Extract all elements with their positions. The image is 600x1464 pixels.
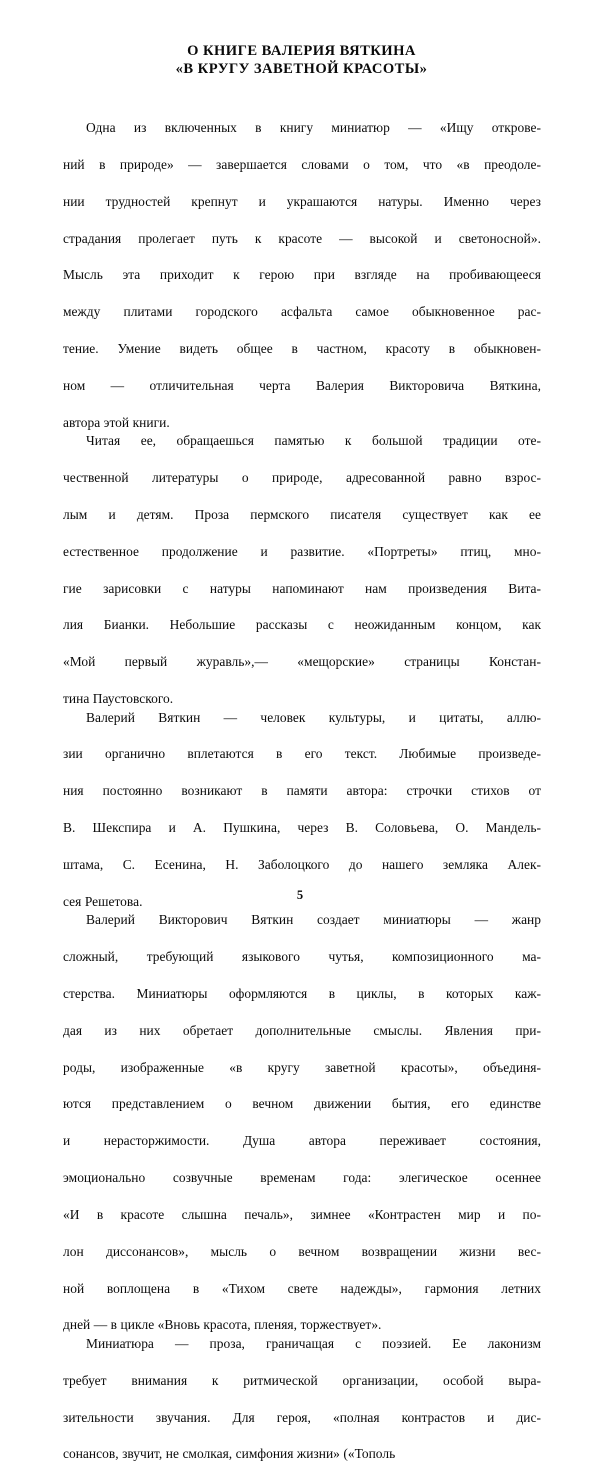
text-line: эмоционально созвучные временам года: элегическое осеннее — [63, 1170, 541, 1186]
text-line: роды, изображенные «в кругу заветной красоты», объединя- — [63, 1059, 541, 1075]
text-line: автора этой книги. — [63, 414, 170, 430]
text-line: между плитами городского асфальта самое обыкновенное рас- — [63, 304, 541, 320]
text-line: ном — отличительная черта Валерия Викторовича Вяткина, — [63, 377, 541, 393]
text-line: лым и детям. Проза пермского писателя существует как ее — [63, 506, 541, 522]
text-line: тина Паустовского. — [63, 691, 174, 707]
text-line: лия Бианки. Небольшие рассказы с неожиданным концом, как — [63, 617, 541, 633]
text-line: Одна из включенных в книгу миниатюр — «Ищу открове- — [86, 120, 541, 135]
text-line: лон диссонансов», мысль о вечном возвращении жизни вес- — [63, 1243, 541, 1259]
text-line: страдания пролегает путь к красоте — высокой и светоносной». — [63, 230, 541, 246]
paragraph-4 — [63, 911, 541, 1335]
text-line: стерства. Миниатюры оформляются в циклы, в которых каж- — [63, 985, 541, 1001]
text-line: штама, С. Есенина, Н. Заболоцкого до нашего земляка Алек- — [63, 856, 541, 872]
text-line: чественной литературы о природе, адресованной равно взрос- — [63, 470, 541, 486]
text-line: гие зарисовки с натуры напоминают нам произведения Вита- — [63, 580, 541, 596]
text-line: ний в природе» — завершается словами о том, что «в преодоле- — [63, 156, 541, 172]
text-line: естественное продолжение и развитие. «Портреты» птиц, мно- — [63, 543, 541, 559]
text-line: тение. Умение видеть общее в частном, красоту в обыкновен- — [63, 341, 541, 357]
page-title-line-1: О КНИГЕ ВАЛЕРИЯ ВЯТКИНА — [187, 43, 416, 59]
paragraph-2 — [63, 432, 541, 708]
text-line: В. Шекспира и А. Пушкина, через В. Соловьева, О. Мандель- — [63, 820, 541, 836]
text-line: нии трудностей крепнут и украшаются натуры. Именно через — [63, 193, 541, 209]
text-line: и нерасторжимости. Душа автора переживает состояния, — [63, 1133, 541, 1149]
text-line: Валерий Вяткин — человек культуры, и цитаты, аллю- — [86, 709, 541, 725]
text-line: ния постоянно возникают в памяти автора: строчки стихов от — [63, 783, 541, 799]
text-line: сея Решетова. — [63, 893, 143, 909]
body-text — [63, 119, 541, 1464]
text-line: сложный, требующий языкового чутья, композиционного ма- — [63, 948, 541, 964]
text-line: дней — в цикле «Вновь красота, пленяя, торжествует». — [63, 1317, 382, 1333]
text-line: зительности звучания. Для героя, «полная контрастов и дис- — [63, 1409, 541, 1425]
text-line: Миниатюра — проза, граничащая с поэзией. Ее лаконизм — [86, 1335, 541, 1351]
paragraph-1 — [63, 119, 541, 432]
page-title — [63, 43, 540, 78]
text-line: ются представлением о вечном движении бытия, его единстве — [63, 1096, 541, 1112]
text-line: «И в красоте слышна печаль», зимнее «Контрастен мир и по- — [63, 1206, 541, 1222]
paragraph-3 — [63, 709, 541, 912]
text-line: Читая ее, обращаешься памятью к большой традиции оте- — [86, 433, 541, 449]
text-line: Мысль эта приходит к герою при взгляде на пробивающееся — [63, 267, 541, 283]
text-line: требует внимания к ритмической организации, особой выра- — [63, 1372, 541, 1388]
page-number: 5 — [296, 888, 304, 902]
paragraph-5 — [63, 1335, 541, 1464]
page-title-line-2: «В КРУГУ ЗАВЕТНОЙ КРАСОТЫ» — [175, 60, 428, 77]
text-line: ной воплощена в «Тихом свете надежды», гармония летних — [63, 1280, 541, 1296]
text-line: «Мой первый журавль»,— «мещорские» страницы Констан- — [63, 654, 541, 670]
text-line: дая из них обретает дополнительные смыслы. Явления при- — [63, 1022, 541, 1038]
text-line: зии органично вплетаются в его текст. Любимые произведе- — [63, 746, 541, 762]
text-line: сонансов, звучит, не смолкая, симфония жизни» («Тополь — [63, 1446, 396, 1462]
text-line: Валерий Викторович Вяткин создает миниатюры — жанр — [86, 912, 541, 928]
